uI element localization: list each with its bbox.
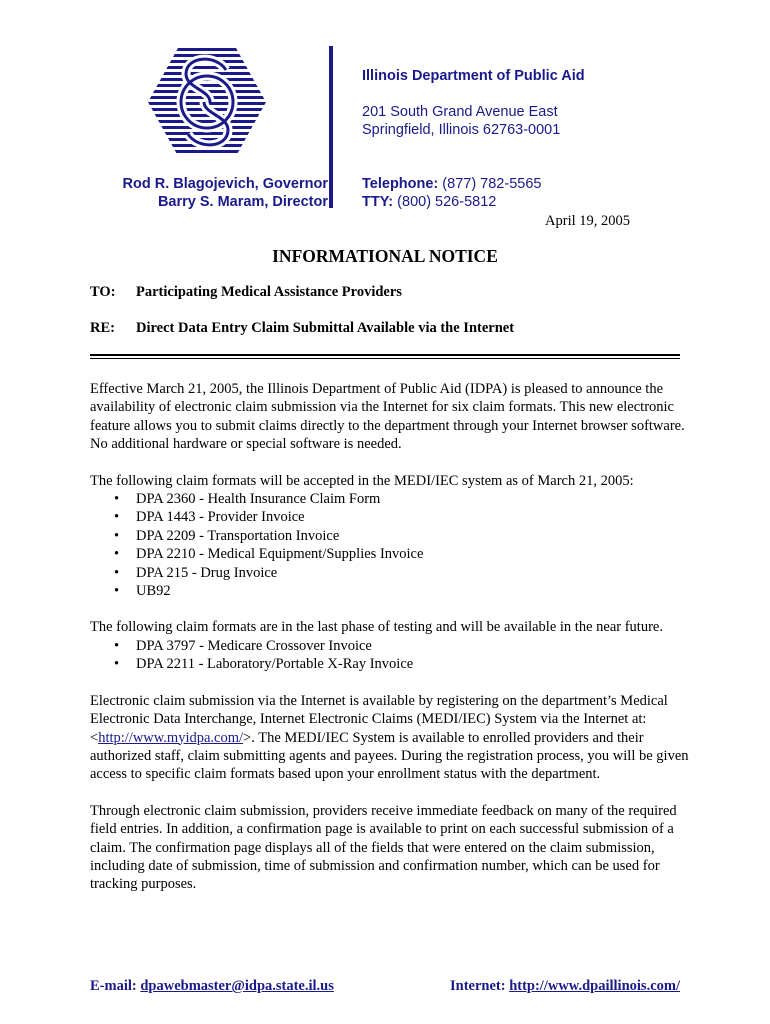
telephone	[362, 176, 541, 192]
email-label: E-mail:	[90, 978, 137, 994]
list-item: • UB92	[90, 582, 690, 600]
notice-body	[90, 380, 690, 894]
paragraph-accepted-formats: The following claim formats will be accepted in the MEDI/IEC system as of March 21, 2005:	[90, 472, 634, 489]
registration-text-after: >. The MEDI/IEC System is available to enrolled providers and their authorized staff, claim submitting agents and payees. During the registration process, you will be given access to specific claim formats based upon your enrollment status with the department.	[90, 729, 689, 783]
tty	[362, 194, 496, 210]
tty-number: (800) 526-5812	[397, 194, 497, 210]
paragraph-feedback: Through electronic claim submission, providers receive immediate feedback on many of the required field entries. In addition, a confirmation page is available to print on each successful submission of a claim. The confirmation page displays all of the fields that were entered on the claim submission, including date of submission, time of submission and confirmation number, which can be used for tracking purposes.	[90, 802, 677, 893]
list-item: • DPA 2360 - Health Insurance Claim Form	[90, 490, 690, 508]
divider	[90, 358, 680, 359]
tty-label: TTY:	[362, 194, 394, 210]
testing-formats-list	[90, 637, 690, 674]
email-link[interactable]: dpawebmaster@idpa.state.il.us	[140, 978, 334, 994]
myidpa-link[interactable]: http://www.myidpa.com/	[98, 729, 244, 746]
list-item: • DPA 3797 - Medicare Crossover Invoice	[90, 637, 690, 655]
page-title: INFORMATIONAL NOTICE	[272, 246, 498, 266]
address-line-1: 201 South Grand Avenue East	[362, 104, 558, 120]
paragraph-effective-date: Effective March 21, 2005, the Illinois Department of Public Aid (IDPA) is pleased to announce the availability of electronic claim submission via the Internet for six claim formats. This new electronic feature allows you to submit claims directly to the department through your Internet browser software. No additional hardware or special software is needed.	[90, 381, 685, 453]
paragraph-testing-formats: The following claim formats are in the last phase of testing and will be available in the near future.	[90, 619, 663, 636]
re-label: RE:	[90, 320, 115, 336]
list-item: • DPA 2210 - Medical Equipment/Supplies Invoice	[90, 545, 690, 563]
to-line	[90, 284, 402, 301]
paragraph-registration	[90, 692, 690, 784]
director-name: Barry S. Maram, Director	[157, 194, 328, 210]
divider	[90, 354, 680, 356]
website-link[interactable]: http://www.dpaillinois.com/	[509, 978, 680, 994]
address-line-2: Springfield, Illinois 62763-0001	[362, 122, 561, 138]
telephone-number: (877) 782-5565	[442, 176, 542, 192]
list-item: • DPA 2209 - Transportation Invoice	[90, 527, 690, 545]
to-label: TO:	[90, 284, 116, 300]
idpa-seal-icon	[148, 46, 266, 158]
list-item: • DPA 2211 - Laboratory/Portable X-Ray Invoice	[90, 655, 690, 673]
to-value: Participating Medical Assistance Providers	[136, 284, 402, 300]
notice-date: April 19, 2005	[545, 213, 630, 229]
registration-text-before: Electronic claim submission via the Internet is available by registering on the department’s Medical Electronic Data Interchange, Internet Electronic Claims (MEDI/IEC) System via the Internet at: <	[90, 692, 668, 746]
list-item: • DPA 1443 - Provider Invoice	[90, 508, 690, 526]
governor-name: Rod R. Blagojevich, Governor	[122, 176, 328, 192]
footer-internet	[450, 978, 680, 995]
list-item: • DPA 215 - Drug Invoice	[90, 564, 690, 582]
telephone-label: Telephone:	[362, 176, 439, 192]
letterhead-divider	[329, 46, 333, 208]
re-value: Direct Data Entry Claim Submittal Available via the Internet	[136, 320, 515, 336]
re-line	[90, 320, 514, 337]
footer-email	[90, 978, 334, 995]
accepted-formats-list	[90, 490, 690, 600]
internet-label: Internet:	[449, 978, 506, 994]
department-name: Illinois Department of Public Aid	[362, 68, 585, 84]
